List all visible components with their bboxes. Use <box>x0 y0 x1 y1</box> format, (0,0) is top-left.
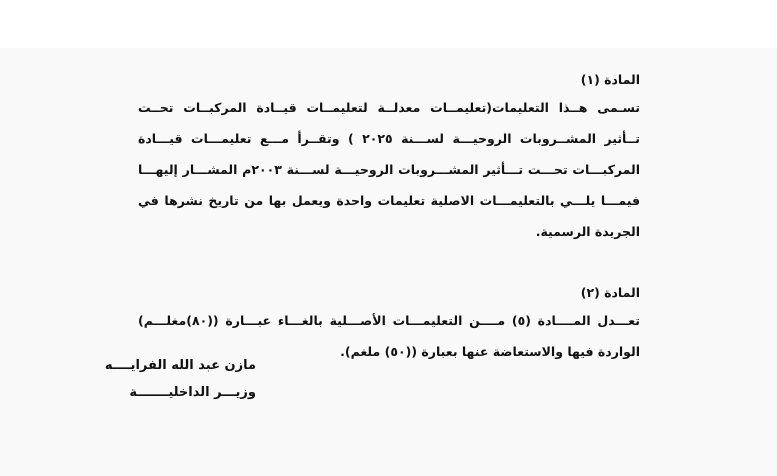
article-2-text: تعـــدل المــــادة (٥) مــــن التعليمـــات الأصـــلية بالغـــاء عبـــارة ((٨٠)مغلـــم) الواردة فيها والاستعاضة عنها بعبارة ((٥٠) ملغم). <box>138 313 640 359</box>
document-body <box>138 70 640 367</box>
signature-block <box>105 352 256 406</box>
article-1-heading: المادة (١) <box>580 72 640 87</box>
signatory-title: وزيـــر الداخليـــــــة <box>129 385 256 400</box>
article-2-heading: المادة (٢) <box>580 285 640 300</box>
article-1-text: تسـمى هــذا التعليمات(تعليمــات معدلــة لتعليمــات قيــادة المركبــات تحــت تــأثير المشــروبات الروحيـــة لســـنة ٢٠٢٥ ) وتقــرأ مـــع تعليمـــات قيـــادة المركبـــات تحـــت تـــأثير المشـــروبات الروحيـــة لســـنة ٢٠٠٣م المشـــار إليهـــا فيمـــا يلـــي بالتعليمـــات الاصلية تعليمات واحدة ويعمل بها من تاريخ نشرها في الجريدة الرسمية. <box>138 100 640 239</box>
article-1 <box>138 70 640 247</box>
document-page <box>0 48 777 476</box>
signatory-name: مازن عبد الله الفرايــــه <box>104 358 256 373</box>
